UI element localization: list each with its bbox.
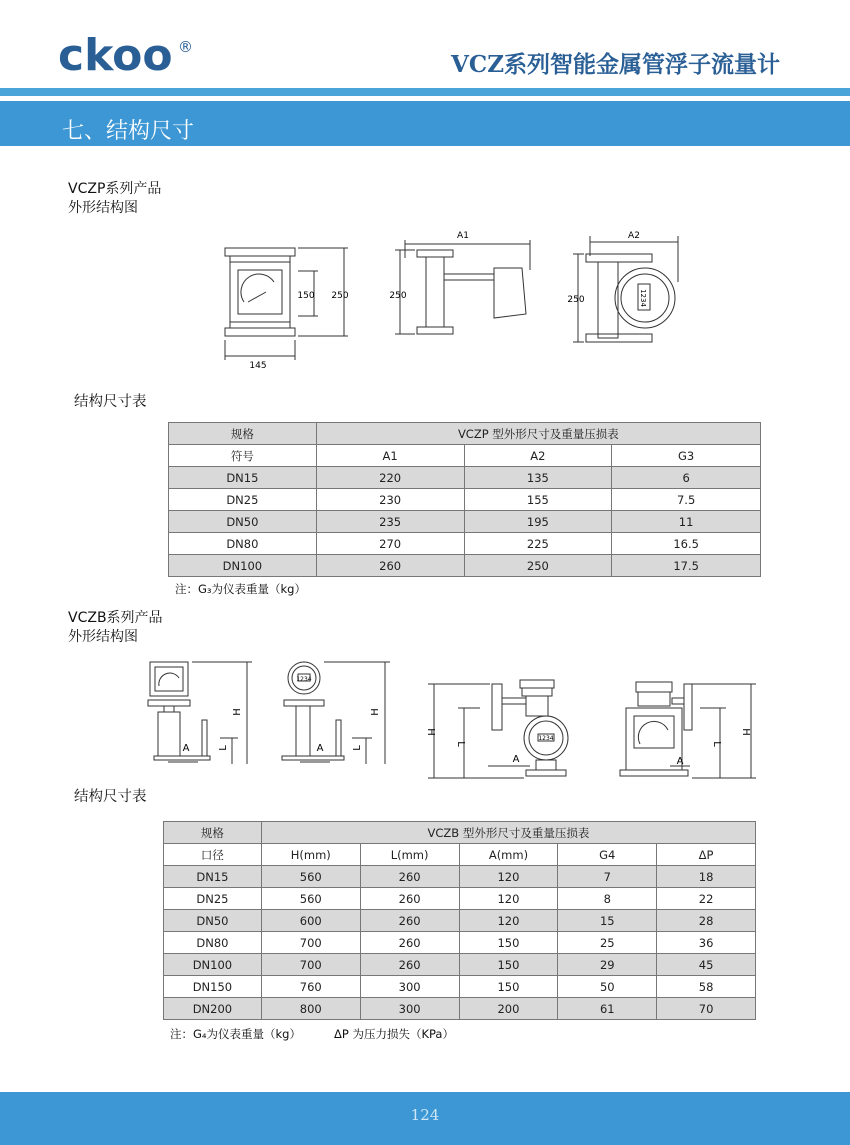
table-header-cell: 规格 [169, 423, 317, 445]
registered-mark: ® [178, 38, 193, 56]
vczb-dimension-table [163, 821, 756, 1020]
table-row [169, 555, 761, 577]
dim-a-1: A [182, 743, 190, 754]
table-cell: 600 [261, 910, 360, 932]
dim-h-2: H [370, 708, 381, 716]
table-cell: 150 [459, 954, 558, 976]
table-cell: DN50 [164, 910, 262, 932]
table-cell: 220 [316, 467, 464, 489]
page-number: 124 [410, 1106, 440, 1124]
table-cell: 195 [464, 511, 612, 533]
table-row [169, 533, 761, 555]
vczb-series-label: VCZB系列产品 [68, 610, 163, 626]
dim-a2: A2 [628, 231, 640, 241]
table-header-cell: 口径 [164, 844, 262, 866]
digital-display-text: 1234 [639, 289, 647, 307]
dim-a-4: A [676, 756, 684, 767]
table-cell: 235 [316, 511, 464, 533]
vczb-table-note-pressure: ΔP 为压力损失（KPa） [334, 1027, 454, 1041]
table-cell: 300 [360, 976, 459, 998]
table-cell: DN100 [164, 954, 262, 976]
vczp-dimension-table [168, 422, 761, 577]
table-header-cell: ΔP [657, 844, 756, 866]
table-header-cell: H(mm) [261, 844, 360, 866]
table-header-cell: 符号 [169, 445, 317, 467]
table-cell: 150 [459, 932, 558, 954]
table-cell: 260 [360, 932, 459, 954]
table-cell: 6 [612, 467, 761, 489]
vczb-view-4 [620, 682, 756, 778]
table-cell: DN15 [169, 467, 317, 489]
dim-a1: A1 [457, 231, 469, 241]
table-cell: 560 [261, 866, 360, 888]
table-cell: 15 [558, 910, 657, 932]
table-cell: DN80 [164, 932, 262, 954]
table-row [169, 511, 761, 533]
table-cell: 700 [261, 932, 360, 954]
table-cell: 120 [459, 910, 558, 932]
table-cell: 800 [261, 998, 360, 1020]
table-row [164, 910, 756, 932]
dim-150: 150 [297, 291, 315, 301]
table-cell: 260 [360, 954, 459, 976]
table-header-cell: A(mm) [459, 844, 558, 866]
table-cell: 58 [657, 976, 756, 998]
dim-l-2: L [352, 745, 363, 751]
table-cell: DN80 [169, 533, 317, 555]
table-cell: 760 [261, 976, 360, 998]
vczp-table-note: 注：G₃为仪表重量（kg） [175, 582, 306, 596]
table-cell: 45 [657, 954, 756, 976]
dim-l-1: L [218, 745, 229, 751]
header-divider [0, 88, 850, 96]
table-header-cell: A1 [316, 445, 464, 467]
dim-250-right: 250 [567, 295, 585, 305]
dim-145: 145 [249, 361, 267, 371]
table-cell: 120 [459, 866, 558, 888]
table-cell: 135 [464, 467, 612, 489]
table-cell: 29 [558, 954, 657, 976]
vczp-front-view [225, 248, 348, 360]
table-cell: 22 [657, 888, 756, 910]
table-cell: 7 [558, 866, 657, 888]
page-header [0, 0, 850, 90]
table-cell: 300 [360, 998, 459, 1020]
table-subheader-row [169, 445, 761, 467]
table-cell: 61 [558, 998, 657, 1020]
vczb-outline-drawing [140, 654, 760, 784]
table-header-cell: G3 [612, 445, 761, 467]
table-cell: 28 [657, 910, 756, 932]
dim-250-side: 250 [389, 291, 407, 301]
table-subheader-row [164, 844, 756, 866]
table-cell: 260 [316, 555, 464, 577]
dim-h-3: H [425, 728, 436, 736]
dim-h-4: H [740, 728, 751, 736]
table-cell: 11 [612, 511, 761, 533]
vczp-table-label: 结构尺寸表 [74, 394, 147, 410]
digital-display-text: 1234 [538, 735, 554, 742]
table-cell: 70 [657, 998, 756, 1020]
document-title: VCZ系列智能金属管浮子流量计 [451, 51, 780, 78]
table-cell: 25 [558, 932, 657, 954]
table-header-row [164, 822, 756, 844]
dim-250-front: 250 [331, 291, 349, 301]
vczb-drawing-label: 外形结构图 [68, 629, 138, 645]
table-cell: 260 [360, 866, 459, 888]
table-cell: 155 [464, 489, 612, 511]
vczb-table-label: 结构尺寸表 [74, 789, 147, 805]
table-cell: 270 [316, 533, 464, 555]
table-cell: 17.5 [612, 555, 761, 577]
dim-a-3: A [512, 754, 520, 765]
table-header-cell: VCZP 型外形尺寸及重量压损表 [316, 423, 760, 445]
table-cell: DN200 [164, 998, 262, 1020]
table-cell: 7.5 [612, 489, 761, 511]
dim-l-3: L [455, 741, 466, 747]
vczb-view-3 [428, 680, 568, 778]
table-cell: DN50 [169, 511, 317, 533]
dim-l-4: L [711, 741, 722, 747]
table-cell: 225 [464, 533, 612, 555]
table-cell: 8 [558, 888, 657, 910]
table-cell: DN25 [164, 888, 262, 910]
table-header-row [169, 423, 761, 445]
table-cell: 560 [261, 888, 360, 910]
table-row [169, 489, 761, 511]
table-row [164, 976, 756, 998]
vczp-right-view [573, 236, 678, 342]
digital-display-text: 1234 [296, 676, 312, 683]
vczp-side-view [395, 240, 530, 334]
table-header-cell: VCZB 型外形尺寸及重量压损表 [261, 822, 755, 844]
vczp-outline-drawing [200, 222, 680, 372]
table-row [164, 998, 756, 1020]
table-cell: 50 [558, 976, 657, 998]
table-cell: 36 [657, 932, 756, 954]
table-cell: 18 [657, 866, 756, 888]
table-cell: 150 [459, 976, 558, 998]
table-cell: 250 [464, 555, 612, 577]
table-row [164, 954, 756, 976]
table-cell: 700 [261, 954, 360, 976]
table-row [164, 866, 756, 888]
table-row [164, 932, 756, 954]
table-row [164, 888, 756, 910]
dim-a-2: A [316, 743, 324, 754]
vczp-series-label: VCZP系列产品 [68, 181, 162, 197]
vczp-drawing-label: 外形结构图 [68, 200, 138, 216]
table-cell: 260 [360, 888, 459, 910]
dim-h-1: H [232, 708, 243, 716]
table-header-cell: 规格 [164, 822, 262, 844]
table-cell: 120 [459, 888, 558, 910]
brand-logo: ckoo [58, 30, 173, 81]
table-cell: 16.5 [612, 533, 761, 555]
table-cell: DN150 [164, 976, 262, 998]
table-cell: DN100 [169, 555, 317, 577]
table-header-cell: L(mm) [360, 844, 459, 866]
section-title: 七、结构尺寸 [62, 119, 195, 144]
vczb-table-note-weight: 注：G₄为仪表重量（kg） [170, 1027, 301, 1041]
table-cell: 230 [316, 489, 464, 511]
table-header-cell: A2 [464, 445, 612, 467]
table-cell: 260 [360, 910, 459, 932]
table-cell: DN25 [169, 489, 317, 511]
table-cell: DN15 [164, 866, 262, 888]
table-cell: 200 [459, 998, 558, 1020]
table-header-cell: G4 [558, 844, 657, 866]
table-row [169, 467, 761, 489]
